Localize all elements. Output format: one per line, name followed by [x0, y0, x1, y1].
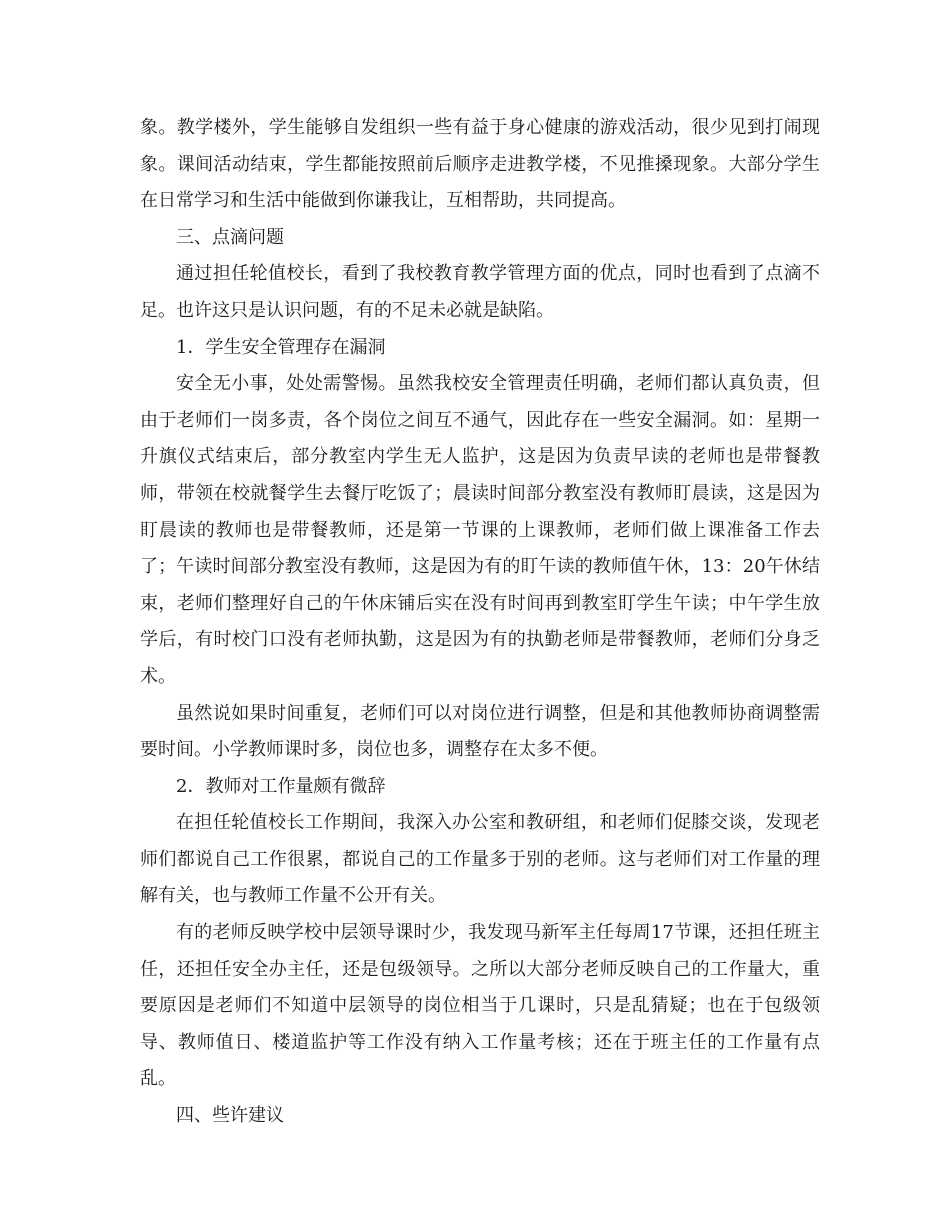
- paragraph-workload-details: 有的老师反映学校中层领导课时少，我发现马新军主任每周17节课，还担任班主任，还担任安全办主任，还是包级领导。之所以大部分老师反映自己的工作量大，重要原因是老师们不知道中层领导的岗位相当于几课时，只是乱猜疑；也在于包级领导、教师值日、楼道监护等工作没有纳入工作量考核；还在于班主任的工作量有点乱。: [140, 922, 820, 1090]
- section-heading-problems: 三、点滴问题: [176, 226, 284, 248]
- paragraph-continuation: 象。教学楼外，学生能够自发组织一些有益于身心健康的游戏活动，很少见到打闹现象。课间活动结束，学生都能按照前后顺序走进教学楼，不见推搡现象。大部分学生在日常学习和生活中能做到你谦我让，互相帮助，共同提高。: [140, 117, 820, 212]
- document-body: [140, 110, 820, 1135]
- subheading-safety: 1．学生安全管理存在漏洞: [176, 336, 386, 358]
- paragraph-problems-intro: 通过担任轮值校长，看到了我校教育教学管理方面的优点，同时也看到了点滴不足。也许这只是认识问题，有的不足未必就是缺陷。: [140, 263, 820, 321]
- paragraph-safety-details: 安全无小事，处处需警惕。虽然我校安全管理责任明确，老师们都认真负责，但由于老师们一岗多责，各个岗位之间互不通气，因此存在一些安全漏洞。如：星期一升旗仪式结束后，部分教室内学生无人监护，这是因为负责早读的老师也是带餐教师，带领在校就餐学生去餐厅吃饭了；晨读时间部分教室没有教师盯晨读，这是因为盯晨读的教师也是带餐教师，还是第一节课的上课教师，老师们做上课准备工作去了；午读时间部分教室没有教师，这是因为有的盯午读的教师值午休，13：20午休结束，老师们整理好自己的午休床铺后实在没有时间再到教室盯学生午读；中午学生放学后，有时校门口没有老师执勤，这是因为有的执勤老师是带餐教师，老师们分身乏术。: [140, 373, 820, 687]
- section-heading-suggestions: 四、些许建议: [176, 1105, 284, 1127]
- paragraph-workload-intro: 在担任轮值校长工作期间，我深入办公室和教研组，和老师们促膝交谈，发现老师们都说自己工作很累，都说自己的工作量多于别的老师。这与老师们对工作量的理解有关，也与教师工作量不公开有关。: [140, 812, 820, 907]
- subheading-workload: 2．教师对工作量颇有微辞: [176, 775, 386, 797]
- paragraph-safety-adjustment: 虽然说如果时间重复，老师们可以对岗位进行调整，但是和其他教师协商调整需要时间。小学教师课时多，岗位也多，调整存在太多不便。: [140, 702, 820, 761]
